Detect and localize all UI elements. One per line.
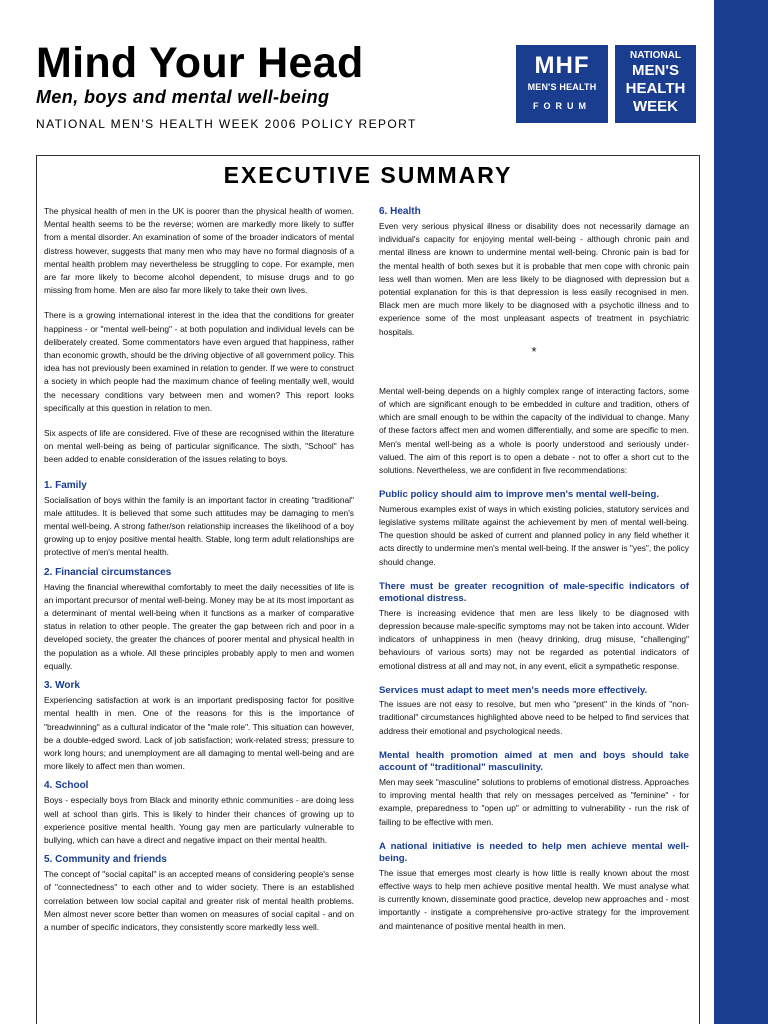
section-community-text: The concept of "social capital" is an accepted means of considering people's sense of "connectedness" to each other and to wider society. There is an established correlation between low social capital and greater risk of mental health problems. Men almost never score better than women on measures of social capital - and on a number of specific indicators, they consistently score markedly less well. (44, 869, 354, 932)
nmhw-logo-line-4: WEEK (633, 98, 678, 115)
recommendation-3-heading: Services must adapt to meet men's needs more effectively. (379, 684, 648, 696)
section-work-heading: 3. Work (44, 680, 80, 692)
logos (516, 45, 696, 123)
section-work-text: Experiencing satisfaction at work is an important predisposing factor for positive mental health in men. One of the reasons for this is the importance of "breadwinning" as a cultural indicator of the "male role". This situation can however, be a double-edged sword. Lack of job satisfaction; work-related stress; pressure to work long hours; and unemployment are all damaging to mental well-being and are more likely to affect men than women. (44, 695, 354, 772)
intro-paragraph-1: The physical health of men in the UK is poorer than the physical health of women. Mental health seems to be the reverse; women are markedly more likely to suffer from a mental disorder. An examination of some of the broader indicators of mental distress however, suggests that many men who may have no formal diagnosis of a mental health problem may nevertheless be struggling to cope. For example, men are far more likely to become alcohol dependent, to misuse drugs and to go missing from home. Men are also far more likely to take their own lives. (44, 206, 354, 296)
recommendation-4-heading: Mental health promotion aimed at men and boys should take account of "traditional" masculinity. (379, 749, 689, 774)
mhf-logo-initials: MHF (534, 52, 590, 79)
nmhw-logo-line-2: MEN'S (632, 62, 679, 79)
national-mens-health-week-logo (615, 45, 696, 123)
recommendation-4-text: Men may seek "masculine" solutions to problems of emotional distress. Approaches to improving mental health that rely on messages perceived as "feminine" - for example, preparedness to "open up" or admitting to vulnerability - run the risk of failing to be effective with men. (379, 776, 689, 827)
mhf-logo (516, 45, 608, 123)
section-family-heading: 1. Family (44, 479, 87, 491)
report-series-line: NATIONAL MEN'S HEALTH WEEK 2006 POLICY REPORT (36, 117, 417, 131)
executive-summary-heading: EXECUTIVE SUMMARY (223, 162, 513, 188)
section-health-text: Even very serious physical illness or disability does not necessarily damage an individual's capacity for enjoying mental well-being - although chronic pain and mental illness are known to undermine mental well-being. Chronic pain is bad for the mental health of both sexes but it is probable that men cope with chronic pain less well than women. Men are less likely to be diagnosed with depression but a potential explanation for this is that depression is less easily recognised in men. Black men are much more likely to be diagnosed with a psychotic illness and to experience some of the most unpleasant aspects of treatment in psychiatric hospitals. (379, 221, 689, 337)
section-family-text: Socialisation of boys within the family is an important factor in creating "traditional" male attitudes. It is believed that some such attitudes may be damaging to men's mental well-being. A strong father/son relationship increases the likelihood of a boy growing up to enjoy positive mental health. Stable, long term adult relationships are protective of men's mental health. (44, 494, 354, 558)
section-community-heading: 5. Community and friends (44, 854, 167, 866)
recommendation-2-heading: There must be greater recognition of male-specific indicators of emotional distress. (379, 580, 689, 605)
report-header (36, 40, 476, 131)
section-financial-text: Having the financial wherewithal comfortably to meet the daily necessities of life is an important precursor of mental well-being. Money may be at its most important as a determinant of mental well-being when it functions as a marker of comparative status in relation to other people. The greater the gap between rich and poor in a developed society, the greater the chances of poorer mental and physical health in the population as a whole. All these principles probably apply to men and women equally. (44, 581, 354, 671)
report-title: Mind Your Head (36, 39, 364, 87)
report-subtitle: Men, boys and mental well-being (36, 87, 330, 107)
right-column (379, 205, 689, 945)
section-health-heading: 6. Health (379, 206, 421, 217)
nmhw-logo-line-1: NATIONAL (630, 50, 681, 61)
recommendation-2-text: There is increasing evidence that men are less likely to be diagnosed with depression because male-specific symptoms may not be taken into account. Wider indicators of unhappiness in men (heavy drinking, drug misuse, "challenging" behaviours of various sorts) may not be regarded as potential indicators of emotional distress at all and may not, in any event, elicit a sympathetic response. (379, 607, 689, 671)
recommendation-3-text: The issues are not easy to resolve, but men who "present" in the kinds of "non-traditional" circumstances highlighted above need to be helped to find services that address their emotional and psychological needs. (379, 699, 689, 736)
side-color-bar (714, 0, 768, 1024)
section-separator-asterisk: * (531, 343, 537, 359)
section-financial-heading: 2. Financial circumstances (44, 566, 172, 578)
left-column (44, 205, 354, 940)
intro-paragraph-3: Six aspects of life are considered. Five of these are recognised within the literature on mental well-being as being of particular significance. The sixth, "School" has been added to enable consideration of the issues relating to boys. (44, 428, 354, 465)
section-school-heading: 4. School (44, 780, 89, 792)
recommendation-5-heading: A national initiative is needed to help men achieve mental well-being. (379, 840, 689, 865)
mhf-logo-forum: FORUM (533, 101, 591, 111)
recommendation-5-text: The issue that emerges most clearly is how little is really known about the most effective ways to help men achieve positive mental health. We must analyse what is currently known, disseminate good practice, develop new approaches and - most importantly - instigate a comprehensive pro-active strategy for the improvement and maintenance of positive mental health in men. (379, 867, 689, 931)
recommendation-1-text: Numerous examples exist of ways in which existing policies, statutory services and legislative systems militate against the achievement by men of mental well-being. The question should be asked of current and planned policy in any field whether it acts directly to undermine men's mental well-being. If the answer is "yes", the policy should change. (379, 503, 689, 567)
conclusion-paragraph: Mental well-being depends on a highly complex range of interacting factors, some of which are significant enough to be embedded in culture and tradition, others of which are small enough to be within the capacity of the individual to change. Many of these factors affect men and women differentially, and some are specific to men. Men's mental well-being as a whole is poorly understood and seriously under-valued. The aim of this report is to open a debate - not to offer a short cut to the solutions. Nevertheless, we are confident in five recommendations: (379, 385, 689, 476)
intro-paragraph-2: There is a growing international interest in the idea that the conditions for greater happiness - or "mental well-being" - at both population and individual levels can be deliberately created. Some commentators have even argued that happiness, rather than economic growth, should be the driving objective of all government policy. This idea has not previously been examined in relation to gender. If we were to construct a society in which people had the maximum chance of feeling mentally well, would the necessary conditions vary between men and women? This report looks specifically at this question in relation to men. (44, 310, 354, 413)
nmhw-logo-line-3: HEALTH (625, 80, 686, 97)
recommendation-1-heading: Public policy should aim to improve men's mental well-being. (379, 489, 660, 501)
section-school-text: Boys - especially boys from Black and minority ethnic communities - are doing less well at school than girls. This is likely to hinder their chances of growing up to experience positive mental health. Young gay men are particularly vulnerable to bullying, which can have a direct and negative impact on their mental health. (44, 795, 354, 845)
mhf-logo-name: MEN'S HEALTH (527, 82, 597, 92)
